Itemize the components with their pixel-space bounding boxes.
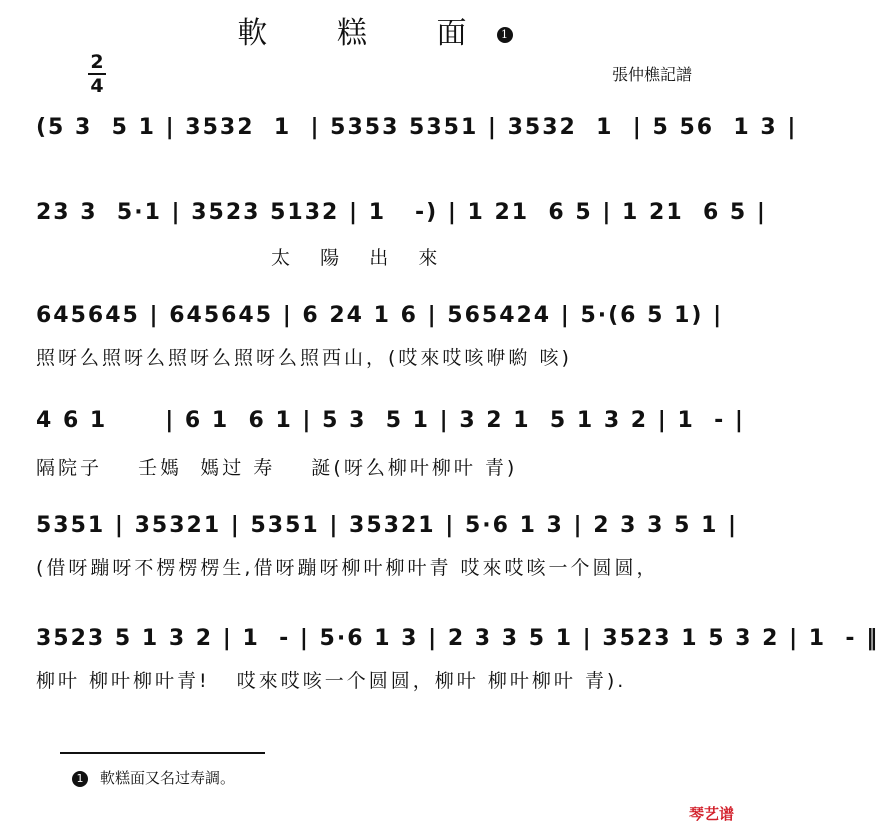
score-line-2-lyrics: 太 陽 出 來 [36,247,441,269]
time-signature [88,52,106,96]
score-line-4-notes: 4 6 1 | 6 1 6 1 | 5 3 5 1 | 3 2 1 5 1 3 2 | 1 - | [36,408,745,433]
page-title: 軟 糕 面 1 [0,8,750,52]
footnote-marker: 1 [72,771,88,787]
time-signature-top: 2 [90,51,104,73]
score-line-6-notes: 3523 5 1 3 2 | 1 - | 5·6 1 3 | 2 3 3 5 1 | 3523 1 5 3 2 | 1 - ‖ [36,626,879,651]
score-line-1-notes: (5 3 5 1 | 3532 1 | 5353 5351 | 3532 1 | 5 56 1 3 | [36,115,798,140]
score-line-6-lyrics: 柳叶 柳叶柳叶青! 哎來哎咳一个圆圆，柳叶 柳叶柳叶 青). [36,670,627,692]
footnote-text: 軟糕面又名过寿調。 [100,769,236,787]
footnote-divider [60,752,265,754]
score-line-2-notes: 23 3 5·1 | 3523 5132 | 1 -) | 1 21 6 5 | 1 21 6 5 | [36,200,767,225]
time-signature-bottom: 4 [90,75,104,97]
site-logo: 琴艺谱 [688,805,734,823]
footnote-marker: 1 [497,27,513,43]
score-line-3-notes: 645645 | 645645 | 6 24 1 6 | 565424 | 5·(6 5 1) | [36,303,724,328]
footnote [72,767,235,788]
transcriber-credit: 張仲樵記譜 [611,65,692,84]
score-line-5-notes: 5351 | 35321 | 5351 | 35321 | 5·6 1 3 | 2 3 3 5 1 | [36,513,739,538]
score-line-4-lyrics: 隔院子 壬媽 媽过 寿 誕(呀么柳叶柳叶 青) [36,457,518,479]
score-line-5-lyrics: (借呀蹦呀不楞楞楞生,借呀蹦呀柳叶柳叶青 哎來哎咳一个圆圆， [36,557,659,579]
score-line-3-lyrics: 照呀么照呀么照呀么照呀么照西山，(哎來哎咳咿喲 咳) [36,347,572,369]
